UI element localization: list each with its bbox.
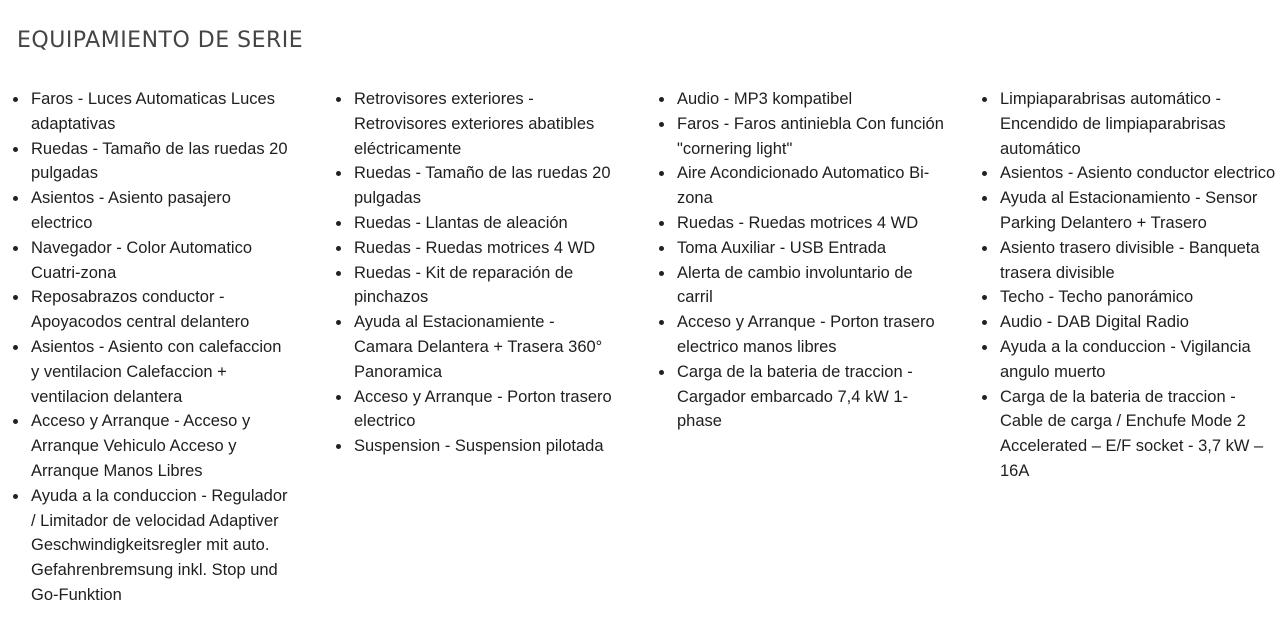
page-title: EQUIPAMIENTO DE SERIE [17,28,304,53]
list-item-text: Aire Acondicionado Automatico Bi-zona [677,164,930,208]
list-item-text: Ruedas - Ruedas motrices 4 WD [677,213,919,232]
list-item-text: Techo - Techo panorámico [1000,288,1194,307]
bullet-icon [982,395,987,400]
list-item-text: Toma Auxiliar - USB Entrada [677,238,887,257]
bullet-icon [13,147,18,152]
bullet-icon [336,395,341,400]
bullet-icon [982,171,987,176]
bullet-icon [659,171,664,176]
equipment-list [332,87,617,459]
bullet-icon [13,419,18,424]
bullet-icon [13,97,18,102]
list-item-text: Ruedas - Tamaño de las ruedas 20 pulgadas [354,164,611,208]
list-item [332,261,617,311]
list-item [332,310,617,384]
list-item [332,236,617,261]
equipment-list [9,87,294,608]
bullet-icon [982,345,987,350]
list-item [978,236,1278,286]
list-item-text: Ruedas - Llantas de aleación [354,213,568,232]
list-item-text: Faros - Faros antiniebla Con función "cornering light" [677,114,944,158]
list-item-text: Asiento trasero divisible - Banqueta trasera divisible [1000,238,1260,282]
bullet-icon [659,320,664,325]
list-item [9,186,294,236]
list-item-text: Audio - MP3 kompatibel [677,90,853,108]
list-item-text: Limpiaparabrisas automático - Encendido de limpiaparabrisas automático [1000,90,1226,158]
bullet-icon [982,97,987,102]
equipment-column-3 [655,87,945,434]
list-item [9,484,294,608]
list-item [655,211,945,236]
list-item-text: Carga de la bateria de traccion - Cargador embarcado 7,4 kW 1-phase [677,362,913,431]
bullet-icon [13,345,18,350]
equipment-column-1 [9,87,294,608]
list-item [655,310,945,360]
list-item [978,285,1278,310]
list-item [332,161,617,211]
list-item [9,137,294,187]
bullet-icon [982,320,987,325]
list-item-text: Retrovisores exteriores - Retrovisores exteriores abatibles eléctricamente [354,90,595,158]
list-item [655,360,945,434]
list-item-text: Asientos - Asiento pasajero electrico [31,189,231,232]
list-item-text: Ruedas - Ruedas motrices 4 WD [354,238,596,257]
bullet-icon [659,221,664,226]
bullet-icon [13,246,18,251]
list-item [9,335,294,409]
list-item [655,112,945,162]
list-item-text: Faros - Luces Automaticas Luces adaptativas [31,90,275,133]
list-item [978,161,1278,186]
list-item [332,87,617,161]
list-item [655,261,945,311]
list-item [655,87,945,112]
bullet-icon [659,370,664,375]
bullet-icon [336,97,341,102]
bullet-icon [336,444,341,449]
list-item-text: Alerta de cambio involuntario de carril [677,263,913,307]
bullet-icon [336,320,341,325]
list-item-text: Acceso y Arranque - Porton trasero electrico [354,387,612,431]
list-item [978,186,1278,236]
list-item [9,409,294,483]
list-item-text: Ruedas - Tamaño de las ruedas 20 pulgadas [31,139,288,183]
list-item-text: Audio - DAB Digital Radio [1000,313,1189,332]
list-item-text: Ruedas - Kit de reparación de pinchazos [354,263,574,307]
list-item [332,385,617,435]
equipment-list [978,87,1278,484]
list-item-text: Ayuda al Estacionamiente - Camara Delantera + Trasera 360° Panoramica [354,313,603,381]
bullet-icon [13,295,18,300]
list-item-text: Asientos - Asiento conductor electrico [1000,164,1276,183]
list-item-text: Ayuda a la conduccion - Vigilancia angulo muerto [1000,337,1251,381]
equipment-column-2 [332,87,617,459]
bullet-icon [982,295,987,300]
list-item-text: Asientos - Asiento con calefaccion y ventilacion Calefaccion + ventilacion delantera [31,337,282,406]
bullet-icon [336,246,341,251]
list-item [9,236,294,286]
list-item [332,211,617,236]
bullet-icon [336,271,341,276]
list-item [978,335,1278,385]
equipment-column-4 [978,87,1278,484]
list-item-text: Ayuda al Estacionamiento - Sensor Parking Delantero + Trasero [1000,189,1258,232]
list-item-text: Acceso y Arranque - Acceso y Arranque Vehiculo Acceso y Arranque Manos Libres [31,412,251,480]
list-item [9,285,294,335]
bullet-icon [982,246,987,251]
list-item [332,434,617,459]
list-item-text: Carga de la bateria de traccion - Cable de carga / Enchufe Mode 2 Accelerated – E/F socket - 3,7 kW – 16A [1000,387,1264,480]
bullet-icon [659,122,664,127]
list-item [978,87,1278,161]
bullet-icon [336,221,341,226]
equipment-list [655,87,945,434]
list-item [9,87,294,137]
bullet-icon [982,196,987,201]
bullet-icon [659,246,664,251]
bullet-icon [13,494,18,499]
list-item [978,385,1278,484]
list-item-text: Suspension - Suspension pilotada [354,437,604,456]
list-item [655,236,945,261]
bullet-icon [659,97,664,102]
list-item-text: Reposabrazos conductor - Apoyacodos central delantero [31,288,250,332]
list-item-text: Acceso y Arranque - Porton trasero electrico manos libres [677,313,935,356]
bullet-icon [336,171,341,176]
bullet-icon [659,271,664,276]
list-item [655,161,945,211]
list-item-text: Navegador - Color Automatico Cuatri-zona [31,238,253,282]
list-item-text: Ayuda a la conduccion - Regulador / Limitador de velocidad Adaptiver Geschwindigkeitsregler mit auto. Gefahrenbremsung inkl. Stop und Go-Funktion [31,486,288,604]
list-item [978,310,1278,335]
bullet-icon [13,196,18,201]
